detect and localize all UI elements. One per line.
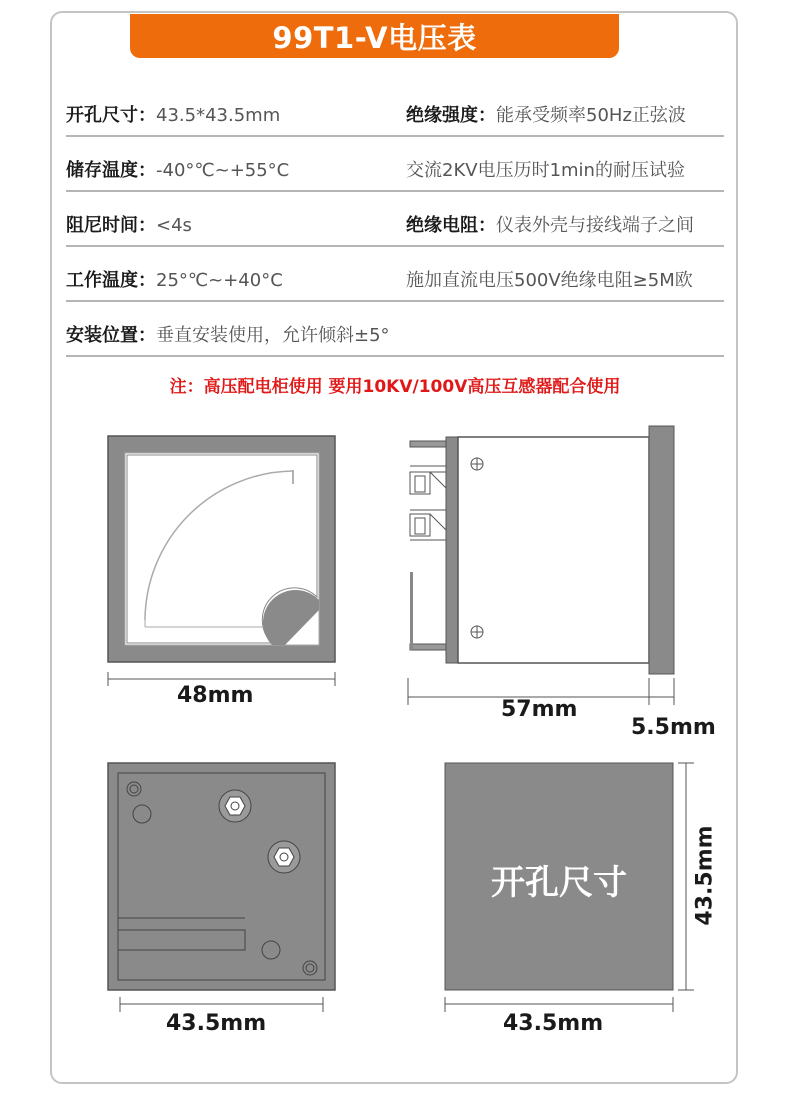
terminal-nut-icon <box>219 790 251 822</box>
spec-key: 阻尼时间： <box>66 215 156 236</box>
spec-key: 开孔尺寸： <box>66 105 156 126</box>
side-depth-label: 57mm <box>501 697 578 722</box>
spec-value: 43.5*43.5mm <box>156 105 281 126</box>
terminal-nut-icon <box>268 841 300 873</box>
rear-width-label: 43.5mm <box>166 1011 267 1036</box>
spec-value: 25°℃~+40°C <box>156 270 283 291</box>
side-view <box>410 426 674 674</box>
spec-value: -40°℃~+55°C <box>156 160 290 181</box>
spec-value: 施加直流电压500V绝缘电阻≥5M欧 <box>406 270 693 291</box>
cutout-width-dimension <box>445 997 673 1012</box>
spec-key: 储存温度： <box>66 160 156 181</box>
front-width-label: 48mm <box>177 683 254 708</box>
side-flange-label: 5.5mm <box>631 715 716 740</box>
usage-note: 注：高压配电柜使用 要用10KV/100V高压互感器配合使用 <box>169 377 621 397</box>
spec-value: 交流2KV电压历时1min的耐压试验 <box>406 160 685 181</box>
spec-key: 绝缘强度： <box>406 105 496 126</box>
spec-key: 安装位置： <box>66 325 156 346</box>
front-view <box>108 436 335 662</box>
spec-key: 工作温度： <box>66 270 156 291</box>
cutout-label: 开孔尺寸 <box>491 863 627 903</box>
screw-icon <box>471 626 483 638</box>
page-title: 99T1-V电压表 <box>130 14 619 58</box>
screw-icon <box>471 458 483 470</box>
spec-value: <4s <box>156 215 192 236</box>
cutout-height-label: 43.5mm <box>692 825 718 926</box>
spec-value: 仪表外壳与接线端子之间 <box>496 215 694 236</box>
spec-key: 绝缘电阻： <box>406 215 496 236</box>
spec-value: 垂直安装使用，允许倾斜±5° <box>156 325 390 346</box>
cutout-width-label: 43.5mm <box>503 1011 604 1036</box>
rear-width-dimension <box>120 997 323 1012</box>
spec-value: 能承受频率50Hz正弦波 <box>496 105 686 126</box>
rear-view <box>108 763 335 990</box>
